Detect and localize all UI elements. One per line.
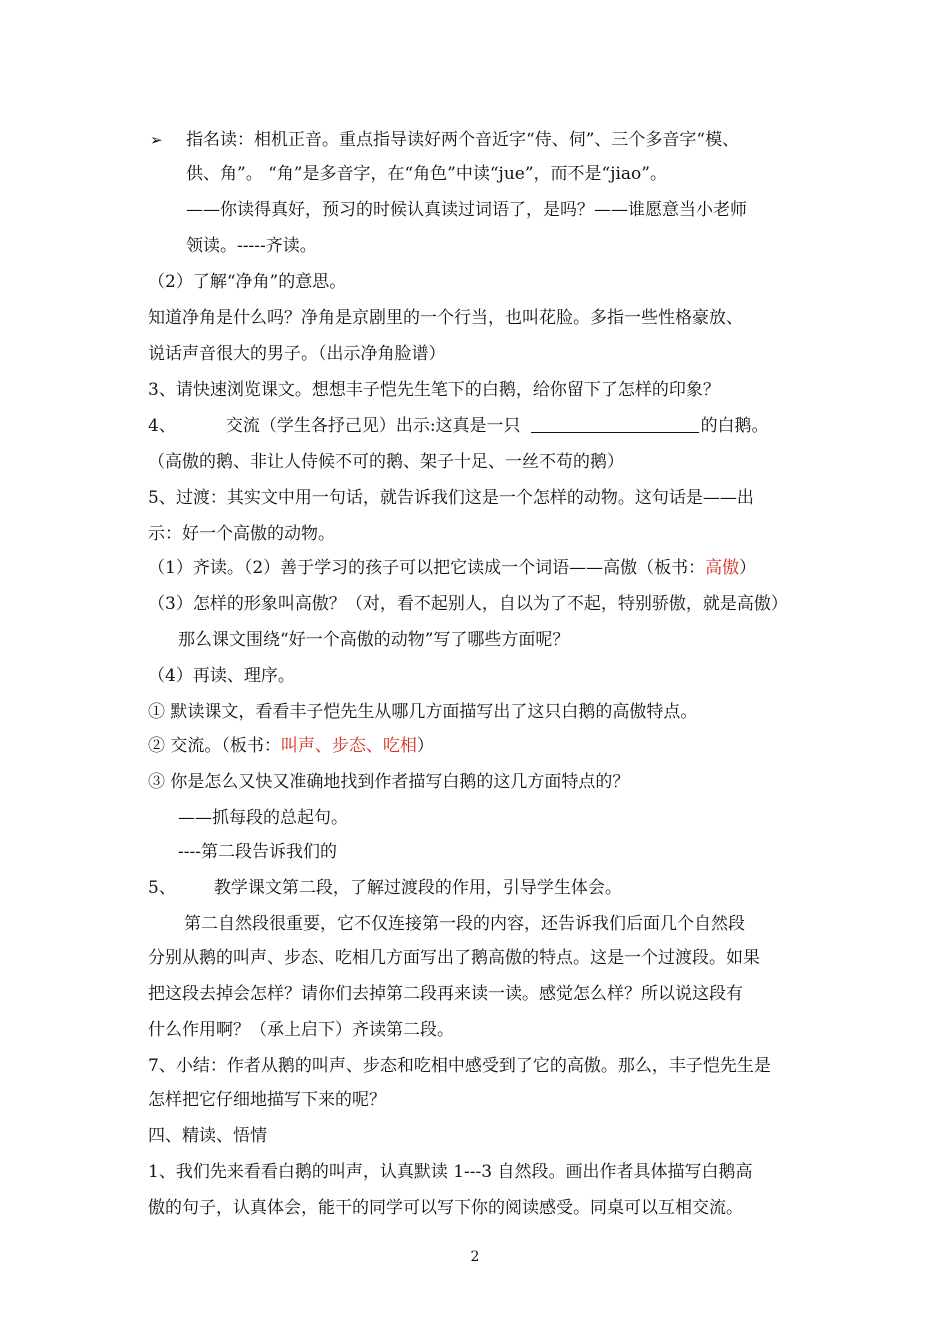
paragraph-line: 说话声音很大的男子。（出示净角脸谱） xyxy=(148,344,446,364)
paragraph-line: （4）再读、理序。 xyxy=(148,666,295,686)
board-note-highlight: 叫声、步态、吃相 xyxy=(280,736,417,756)
paragraph-line: ③ 你是怎么又快又准确地找到作者描写白鹅的这几方面特点的？ xyxy=(148,772,630,792)
paragraph-line: 什么作用啊？（承上启下）齐读第二段。 xyxy=(148,1020,454,1040)
paragraph-line: 那么课文围绕“好一个高傲的动物”写了哪些方面呢？ xyxy=(178,630,570,650)
section-heading: 四、精读、悟情 xyxy=(148,1126,267,1146)
paragraph-line: （2）了解“净角”的意思。 xyxy=(148,272,347,292)
paragraph-line: （3）怎样的形象叫高傲？（对，看不起别人，自以为了不起，特别骄傲，就是高傲） xyxy=(148,594,788,614)
paragraph-line: ----第二段告诉我们的 xyxy=(178,842,337,862)
paragraph-line: 第二自然段很重要，它不仅连接第一段的内容，还告诉我们后面几个自然段 xyxy=(184,914,745,934)
paragraph-line: 把这段去掉会怎样？请你们去掉第二段再来读一读。感觉怎么样？所以说这段有 xyxy=(148,984,743,1004)
paragraph-line: 怎样把它仔细地描写下来的呢？ xyxy=(148,1090,386,1110)
page-number: 2 xyxy=(470,1249,480,1265)
paragraph-line: 5、 教学课文第二段，了解过渡段的作用，引导学生体会。 xyxy=(148,878,622,898)
paragraph-line: 示：好一个高傲的动物。 xyxy=(148,524,335,544)
paragraph-line: 指名读：相机正音。重点指导读好两个音近字“侍、伺”、三个多音字“模、 xyxy=(186,130,740,150)
paragraph-line: 分别从鹅的叫声、步态、吃相几方面写出了鹅高傲的特点。这是一个过渡段。如果 xyxy=(148,948,760,968)
bullet-arrow-icon: ➢ xyxy=(150,131,163,149)
paragraph-line: ——抓每段的总起句。 xyxy=(178,808,348,828)
paragraph-line: （1）齐读。（2）善于学习的孩子可以把它读成一个词语——高傲（板书：高傲） xyxy=(148,558,757,578)
paragraph-line: 供、角”。 “角”是多音字，在“角色”中读“jue”，而不是“jiao”。 xyxy=(186,164,667,184)
paragraph-line: ② 交流。（板书：叫声、步态、吃相） xyxy=(148,736,434,756)
paragraph-line: 1、我们先来看看白鹅的叫声，认真默读 1---3 自然段。画出作者具体描写白鹅高 xyxy=(148,1162,753,1182)
paragraph-line: 5、过渡：其实文中用一句话，就告诉我们这是一个怎样的动物。这句话是——出 xyxy=(148,488,754,508)
paragraph-line: （高傲的鹅、非让人侍候不可的鹅、架子十足、一丝不苟的鹅） xyxy=(148,452,624,472)
paragraph-line: 领读。-----齐读。 xyxy=(186,236,317,256)
paragraph-line: 4、 交流（学生各抒己见）出示:这真是一只 的白鹅。 xyxy=(148,416,769,436)
paragraph-line: 3、请快速浏览课文。想想丰子恺先生笔下的白鹅，给你留下了怎样的印象？ xyxy=(148,380,720,400)
paragraph-line: ① 默读课文，看看丰子恺先生从哪几方面描写出了这只白鹅的高傲特点。 xyxy=(148,702,698,722)
fill-in-blank xyxy=(531,416,699,433)
paragraph-line: 傲的句子，认真体会，能干的同学可以写下你的阅读感受。同桌可以互相交流。 xyxy=(148,1198,743,1218)
paragraph-line: 7、小结：作者从鹅的叫声、步态和吃相中感受到了它的高傲。那么，丰子恺先生是 xyxy=(148,1056,771,1076)
paragraph-line: ——你读得真好，预习的时候认真读过词语了，是吗？——谁愿意当小老师 xyxy=(186,200,747,220)
board-note-highlight: 高傲 xyxy=(705,558,740,578)
paragraph-line: 知道净角是什么吗？净角是京剧里的一个行当，也叫花脸。多指一些性格豪放、 xyxy=(148,308,743,328)
